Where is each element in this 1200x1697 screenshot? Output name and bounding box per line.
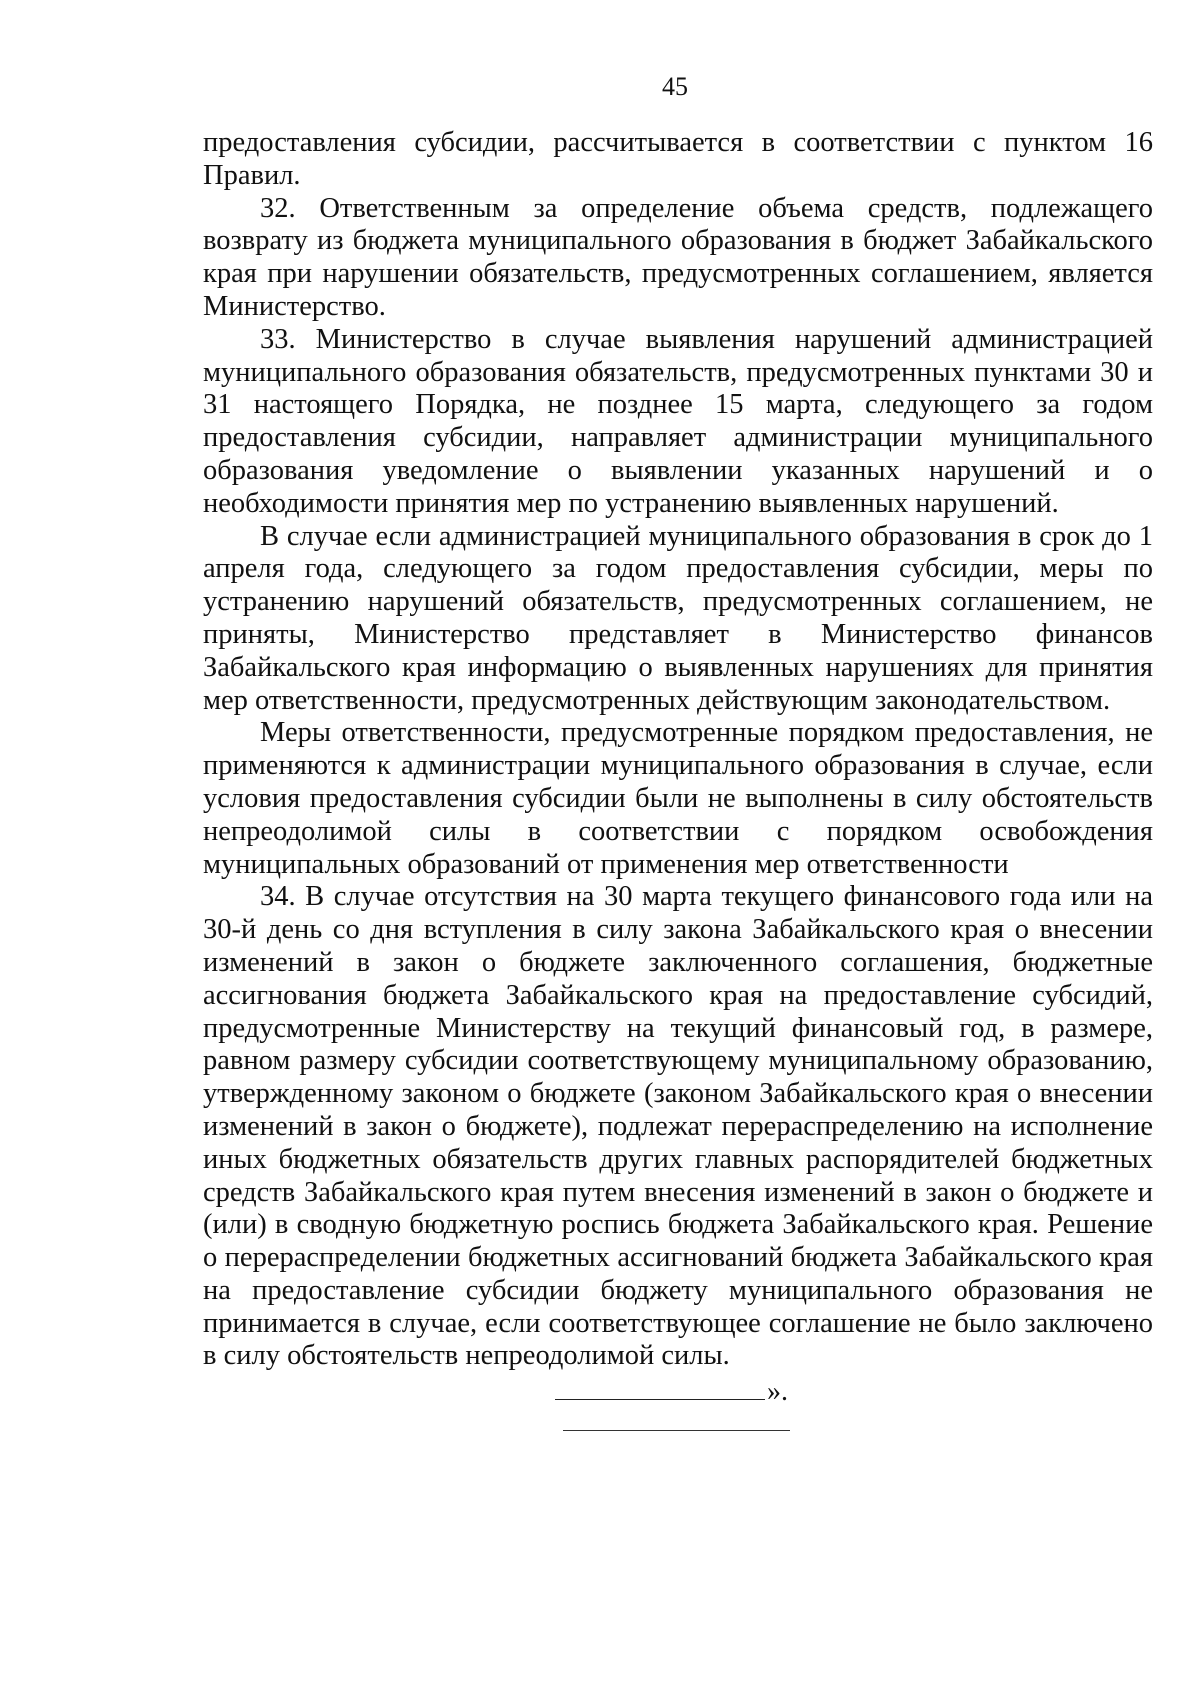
page-number: 45 <box>662 72 688 101</box>
paragraph-item-33-part-2: В случае если администрацией муниципального образования в срок до 1 апреля года, следующего за годом предоставления субсидии, меры по устранению нарушений обязательств, предусмотренных соглашением, не приняты, Министерство представляет в Министерство финансов Забайкальского края информацию о выявленных нарушениях для принятия мер ответственности, предусмотренных действующим законодательством. <box>203 520 1153 716</box>
closing-line <box>555 1376 788 1408</box>
paragraph-item-34: 34. В случае отсутствия на 30 марта текущего финансового года или на 30-й день со дня вступления в силу закона Забайкальского края о внесении изменений в закон о бюджете заключенного соглашения, бюджетные ассигнования бюджета Забайкальского края на предоставление субсидий, предусмотренные Министерству на текущий финансовый год, в размере, равном размеру субсидии соответствующему муниципальному образованию, утвержденному законом о бюджете (законом Забайкальского края о внесении изменений в закон о бюджете), подлежат перераспределению на исполнение иных бюджетных обязательств других главных распорядителей бюджетных средств Забайкальского края путем внесения изменений в закон о бюджете и (или) в сводную бюджетную роспись бюджета Забайкальского края. Решение о перераспределении бюджетных ассигнований бюджета Забайкальского края на предоставление субсидии бюджету муниципального образования не принимается в случае, если соответствующее соглашение не было заключено в силу обстоятельств непреодолимой силы. <box>203 881 1153 1372</box>
document-body <box>203 127 1153 1373</box>
closing-quote-mark: ». <box>767 1376 788 1407</box>
paragraph-continuation: предоставления субсидии, рассчитывается в соответствии с пунктом 16 Правил. <box>203 127 1153 191</box>
paragraph-item-33-part-3: Меры ответственности, предусмотренные порядком предоставления, не применяются к администрации муниципального образования в случае, если условия предоставления субсидии были не выполнены в силу обстоятельств непреодолимой силы в соответствии с порядком освобождения муниципальных образований от применения мер ответственности <box>203 717 1153 880</box>
paragraph-item-33: 33. Министерство в случае выявления нарушений администрацией муниципального образования обязательств, предусмотренных пунктами 30 и 31 настоящего Порядка, не позднее 15 марта, следующего за годом предоставления субсидии, направляет администрации муниципального образования уведомление о выявлении указанных нарушений и о необходимости принятия мер по устранению выявленных нарушений. <box>203 323 1153 519</box>
end-separator-line <box>563 1430 790 1431</box>
paragraph-item-32: 32. Ответственным за определение объема средств, подлежащего возврату из бюджета муниципального образования в бюджет Забайкальского края при нарушении обязательств, предусмотренных соглашением, является Министерство. <box>203 192 1153 322</box>
closing-underline <box>555 1377 765 1400</box>
